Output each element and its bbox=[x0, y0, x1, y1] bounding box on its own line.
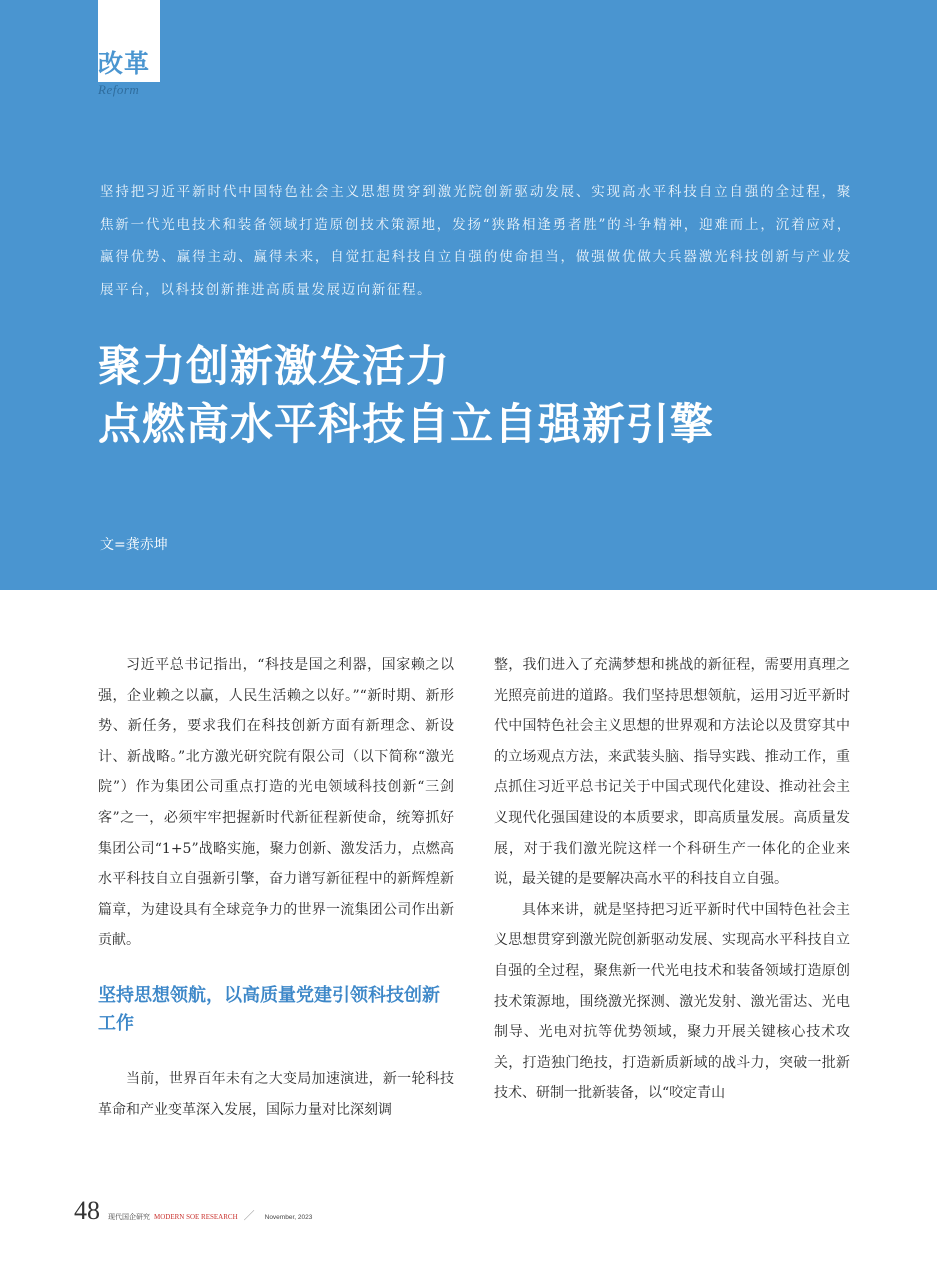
page-number: 48 bbox=[74, 1196, 100, 1225]
footer-separator: ／ bbox=[243, 1209, 255, 1222]
section-subtitle: Reform bbox=[98, 82, 140, 97]
body-paragraph: 习近平总书记指出，“科技是国之利器，国家赖之以强，企业赖之以赢，人民生活赖之以好。”“新时期、新形势、新任务，要求我们在科技创新方面有新理念、新设计、新战略。”北方激光研究院有限公司（以下简称“激光院”）作为集团公司重点打造的光电领域科技创新“三剑客”之一，必须牢牢把握新时代新征程新使命，统筹抓好集团公司“1+5”战略实施，聚力创新、激发活力，点燃高水平科技自立自强新引擎，奋力谱写新征程中的新辉煌新篇章，为建设具有全球竞争力的世界一流集团公司作出新贡献。 bbox=[98, 657, 454, 949]
byline: 文=龚赤坤 bbox=[100, 537, 168, 553]
body-paragraph: 具体来讲，就是坚持把习近平新时代中国特色社会主义思想贯穿到激光院创新驱动发展、实现高水平科技自立自强的全过程，聚焦新一代光电技术和装备领域打造原创技术策源地，围绕激光探测、激光发射、激光雷达、光电制导、光电对抗等优势领域，聚力开展关键核心技术攻关，打造独门绝技，打造新质新域的战斗力，突破一批新技术、研制一批新装备，以“咬定青山 bbox=[494, 901, 850, 1102]
article-headline bbox=[98, 338, 858, 454]
headline-line-1: 聚力创新激发活力 bbox=[98, 342, 450, 392]
section-label: 改革 bbox=[98, 49, 151, 78]
page-footer bbox=[74, 1196, 312, 1226]
header-banner bbox=[0, 0, 937, 590]
section-heading: 坚持思想领航，以高质量党建引领科技创新工作 bbox=[98, 984, 440, 1034]
section-tab bbox=[98, 0, 160, 82]
headline-line-2: 点燃高水平科技自立自强新引擎 bbox=[98, 400, 714, 450]
magazine-name-en: MODERN SOE RESEARCH bbox=[154, 1213, 238, 1221]
body-paragraph: 整，我们进入了充满梦想和挑战的新征程，需要用真理之光照亮前进的道路。我们坚持思想领航，运用习近平新时代中国特色社会主义思想的世界观和方法论以及贯穿其中的立场观点方法，来武装头脑、指导实践、推动工作，重点抓住习近平总书记关于中国式现代化建设、推动社会主义现代化强国建设的本质要求，即高质量发展。高质量发展，对于我们激光院这样一个科研生产一体化的企业来说，最关键的是要解决高水平的科技自立自强。 bbox=[494, 657, 850, 888]
issue-date: November, 2023 bbox=[264, 1214, 313, 1221]
body-column-right bbox=[494, 650, 850, 1109]
lead-summary: 坚持把习近平新时代中国特色社会主义思想贯穿到激光院创新驱动发展、实现高水平科技自立自强的全过程，聚焦新一代光电技术和装备领域打造原创技术策源地，发扬“狭路相逢勇者胜”的斗争精神，迎难而上，沉着应对，赢得优势、赢得主动、赢得未来，自觉扛起科技自立自强的使命担当，做强做优做大兵器激光科技创新与产业发展平台，以科技创新推进高质量发展迈向新征程。 bbox=[100, 184, 852, 298]
magazine-name-cn: 现代国企研究 bbox=[108, 1213, 150, 1221]
body-paragraph: 当前，世界百年未有之大变局加速演进，新一轮科技革命和产业变革深入发展，国际力量对比深刻调 bbox=[98, 1070, 454, 1118]
body-column-left bbox=[98, 650, 454, 1125]
